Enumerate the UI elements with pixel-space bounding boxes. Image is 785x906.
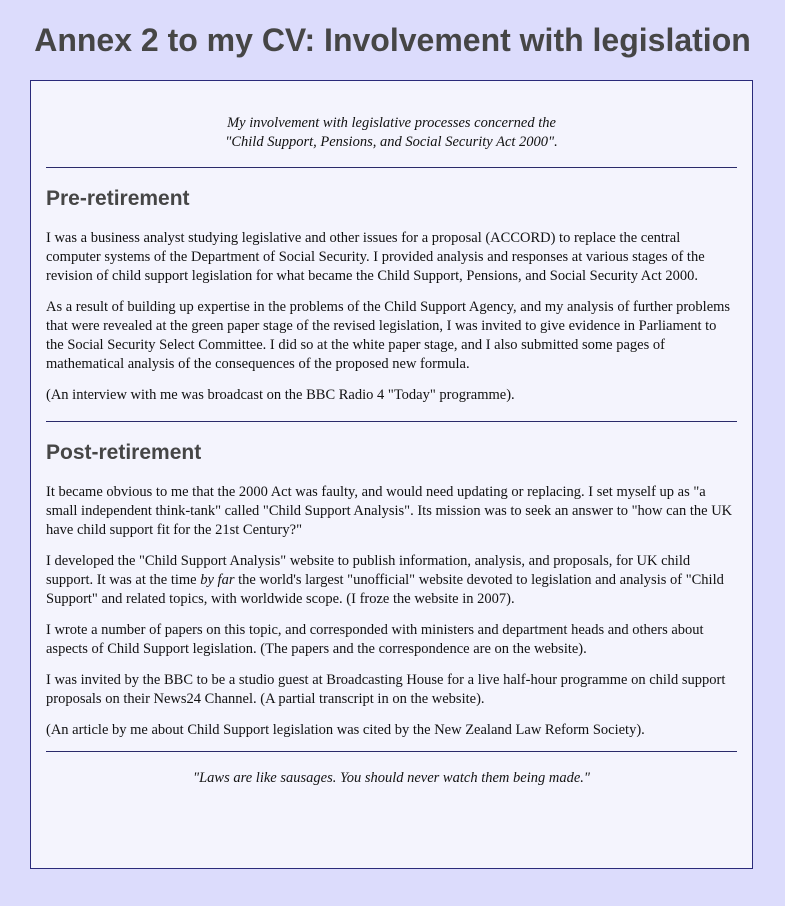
paragraph-post-5: (An article by me about Child Support legislation was cited by the New Zealand Law Reform Society).	[46, 722, 645, 738]
paragraph-post-1: It became obvious to me that the 2000 Act was faulty, and would need updating or replacing. I set myself up as "a small independent think-tank" called "Child Support Analysis". Its mission was to seek an answer to "how can the UK have child support fit for the 21st Century?"	[46, 484, 733, 538]
paragraph-post-2	[46, 552, 737, 609]
paragraph-post-4: I was invited by the BBC to be a studio guest at Broadcasting House for a live half-hour programme on child support proposals on their News24 Channel. (A partial transcript in on the website).	[46, 672, 726, 707]
section-post-retirement	[46, 440, 737, 740]
closing-quote: "Laws are like sausages. You should never watch them being made."	[193, 770, 590, 786]
paragraph-pre-2: As a result of building up expertise in the problems of the Child Support Agency, and my analysis of further problems that were revealed at the green paper stage of the revised legislation, I was invited to give evidence in Parliament to the Social Security Select Committee. I did so at the white paper stage, and I also submitted some pages of mathematical analysis of the consequences of the proposed new formula.	[46, 299, 731, 372]
divider-2	[46, 421, 737, 422]
paragraph-post-2-end: the world's largest "unofficial" website devoted to legislation and analysis of "Child Support" and related topics, with worldwide scope. (I froze the website in 2007).	[46, 572, 724, 607]
paragraph-pre-3: (An interview with me was broadcast on the BBC Radio 4 "Today" programme).	[46, 387, 515, 403]
intro-line-1: My involvement with legislative processes concerned the	[227, 115, 556, 131]
heading-pre-retirement: Pre-retirement	[46, 187, 190, 210]
section-pre-retirement	[46, 186, 737, 405]
divider-3	[46, 751, 737, 752]
page-title: Annex 2 to my CV: Involvement with legislation	[34, 22, 751, 58]
content-panel	[30, 80, 753, 869]
intro-text	[46, 114, 737, 152]
paragraph-pre-1: I was a business analyst studying legislative and other issues for a proposal (ACCORD) to replace the central computer systems of the Department of Social Security. I provided analysis and responses at various stages of the revision of child support legislation for what became the Child Support, Pensions, and Social Security Act 2000.	[46, 230, 705, 284]
heading-post-retirement: Post-retirement	[46, 441, 202, 464]
paragraph-post-2-start: I developed the "Child Support Analysis" website to publish information, analysis, and proposals, for UK child support. It was at the time	[46, 553, 691, 588]
divider-1	[46, 167, 737, 168]
paragraph-post-3: I wrote a number of papers on this topic, and corresponded with ministers and department heads and others about aspects of Child Support legislation. (The papers and the correspondence are on the website).	[46, 622, 704, 657]
intro-line-2: "Child Support, Pensions, and Social Security Act 2000".	[225, 134, 558, 150]
emphasis-by-far: by far	[200, 572, 235, 588]
